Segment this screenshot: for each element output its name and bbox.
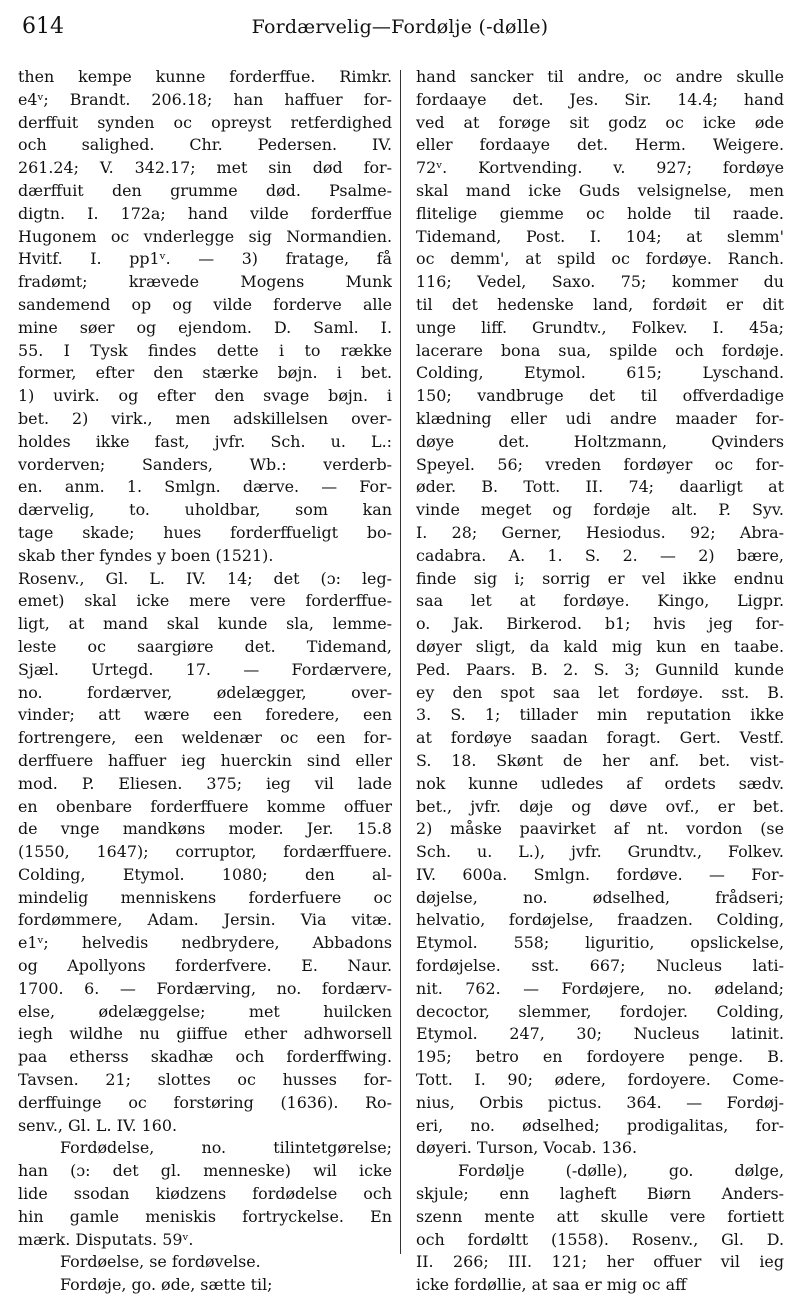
text-line: døjelse, no. ødselhed, frådseri; [416,887,784,907]
page-number: 614 [22,14,64,39]
text-line: dærvelig, to. uholdbar, som kan [18,500,392,520]
text-line: en. anm. 1. Smlgn. dærve. — For- [18,477,392,497]
text-line: lacerare bona sua, spilde och fordøje. [416,340,784,360]
text-line: nius, Orbis pictus. 364. — Fordøj- [416,1092,784,1112]
text-line: fordøjelse. sst. 667; Nucleus lati- [416,956,784,976]
text-line: Hvitf. I. pp1ᵛ. — 3) fratage, få [18,249,392,269]
text-line: derffuit synden oc opreyst retferdighed [18,112,392,132]
text-line: II. 266; III. 121; her offuer vil ieg [416,1252,784,1272]
text-line: I. 28; Gerner, Hesiodus. 92; Abra- [416,522,784,542]
text-line: Speyel. 56; vreden fordøyer oc for- [416,454,784,474]
running-head: Fordærvelig—Fordølje (-dølle) [251,16,549,38]
text-line: 3. S. 1; tillader min reputation ikke [416,705,784,725]
text-line: och fordøltt (1558). Rosenv., Gl. D. [416,1229,784,1249]
text-line: Rosenv., Gl. L. IV. 14; det (ɔ: leg- [18,568,392,588]
page-header [0,0,800,60]
text-line: S. 18. Skønt de her anf. bet. vist- [416,750,784,770]
text-line: Tott. I. 90; ødere, fordoyere. Come- [416,1070,784,1090]
text-line: nit. 762. — Fordøjere, no. ødeland; [416,978,784,998]
text-line: e4ᵛ; Brandt. 206.18; han haffuer for- [18,89,392,109]
text-line: cadabra. A. 1. S. 2. — 2) bære, [416,545,784,565]
text-line: iegh wildhe nu giiffue ether adhworsell [18,1024,392,1044]
text-line: mod. P. Eliesen. 375; ieg vil lade [18,773,392,793]
text-line: no. fordærver, ødelægger, over- [18,682,392,702]
text-line: ved at forøge sit godz oc icke øde [416,112,784,132]
text-line: bet., jvfr. døje og døve ovf., er bet. [416,796,784,816]
text-line: Hugonem oc vnderlegge sig Normandien. [18,226,392,246]
left-column [18,66,392,1297]
text-line: fordaaye det. Jes. Sir. 14.4; hand [416,89,784,109]
text-line: helvatio, fordøjelse, fraadzen. Colding, [416,910,784,930]
text-line: sandemend op og vilde forderve alle [18,294,392,314]
text-line: bet. 2) virk., men adskillelsen over- [18,408,392,428]
text-line: holdes ikke fast, jvfr. Sch. u. L.: [18,431,392,451]
text-line: Colding, Etymol. 1080; den al- [18,864,392,884]
text-line: former, efter den stærke bøjn. i bet. [18,363,392,383]
text-line: øder. B. Tott. II. 74; daarligt at [416,477,784,497]
text-line: dærffuit den grumme død. Psalme- [18,180,392,200]
text-line: Etymol. 558; liguritio, opslickelse, [416,933,784,953]
text-line: Fordøje, go. øde, sætte til; [60,1275,273,1295]
text-line: Colding, Etymol. 615; Lyschand. [416,363,784,383]
text-line: til det hedenske land, fordøit er dit [416,294,784,314]
text-line: at fordøye saadan foragt. Gert. Vestf. [416,728,784,748]
text-line: senv., Gl. L. IV. 160. [18,1115,178,1135]
text-line: mærk. Disputats. 59ᵛ. [18,1229,194,1249]
text-line: Sch. u. L.), jvfr. Grundtv., Folkev. [416,842,784,862]
text-line: eller fordaaye det. Herm. Weigere. [416,135,784,155]
text-line: leste oc saargiøre det. Tidemand, [18,636,392,656]
text-line: Tidemand, Post. I. 104; at slemm' [416,226,784,246]
text-line: vorderven; Sanders, Wb.: verderb- [18,454,392,474]
text-line: finde sig i; sorrig er vel ikke endnu [416,568,784,588]
text-line: de vnge mandkøns moder. Jer. 15.8 [18,819,392,839]
text-line: else, ødelæggelse; met huilcken [18,1001,392,1021]
text-line: døye det. Holtzmann, Qvinders [416,431,784,451]
text-line: mindelig menniskens forderfuere oc [18,887,392,907]
text-line: saa let at fordøye. Kingo, Ligpr. [416,591,784,611]
column-divider [400,70,401,1254]
text-line: en obenbare forderffuere komme offuer [18,796,392,816]
text-line: mine søer og ejendom. D. Saml. I. [18,317,392,337]
text-line: lide ssodan kiødzens fordødelse och [18,1184,392,1204]
text-line: 150; vandbruge det til offverdadige [416,386,784,406]
text-line: paa etherss skadhæ och forderffwing. [18,1047,392,1067]
text-line: unge liff. Grundtv., Folkev. I. 45a; [416,317,784,337]
text-line: skab ther fyndes y boen (1521). [18,545,274,565]
text-line: han (ɔ: det gl. menneske) wil icke [18,1161,392,1181]
text-line: og Apollyons forderfvere. E. Naur. [18,956,392,976]
text-line: klædning eller udi andre maader for- [416,408,784,428]
right-column [416,66,784,1297]
text-line: Fordøelse, se fordøvelse. [60,1252,261,1272]
text-line: och salighed. Chr. Pedersen. IV. [18,135,392,155]
text-line: o. Jak. Birkerod. b1; hvis jeg for- [416,614,784,634]
text-line: oc demm', at spild oc fordøye. Ranch. [416,249,784,269]
text-line: døyeri. Turson, Vocab. 136. [416,1138,638,1158]
text-line: 116; Vedel, Saxo. 75; kommer du [416,272,784,292]
text-line: eri, no. ødselhed; prodigalitas, for- [416,1115,784,1135]
text-line: nok kunne udledes af ordets sædv. [416,773,784,793]
text-line: then kempe kunne forderffue. Rimkr. [18,67,392,86]
text-line: 55. I Tysk findes dette i to række [18,340,392,360]
text-line: hand sancker til andre, oc andre skulle [416,67,784,86]
text-line: fradømt; krævede Mogens Munk [18,272,392,292]
text-line: Sjæl. Urtegd. 17. — Fordærvere, [18,659,392,679]
text-line: flitelige giemme oc holde til raade. [416,203,784,223]
text-line: emet) skal icke mere vere forderffue- [18,591,392,611]
text-line: skjule; enn lagheft Biørn Anders- [416,1184,784,1204]
text-line: skal mand icke Guds velsignelse, men [416,180,784,200]
text-line: ligt, at mand skal kunde sla, lemme- [18,614,392,634]
text-line: Fordødelse, no. tilintetgørelse; [60,1138,392,1158]
text-line: 1) uvirk. og efter den svage bøjn. i [18,386,392,406]
text-line: e1ᵛ; helvedis nedbrydere, Abbadons [18,933,392,953]
text-line: derffuere haffuer ieg huerckin sind eller [18,750,392,770]
text-line: Fordølje (-dølle), go. dølge, [458,1161,784,1181]
text-line: decoctor, slemmer, fordojer. Colding, [416,1001,784,1021]
text-line: hin gamle meniskis fortryckelse. En [18,1206,392,1226]
text-line: vinder; att wære een foredere, een [18,705,392,725]
text-line: Etymol. 247, 30; Nucleus latinit. [416,1024,784,1044]
text-line: 195; betro en fordoyere penge. B. [416,1047,784,1067]
text-line: icke fordøllie, at saa er mig oc aff [416,1275,687,1295]
text-line: ey den spot saa let fordøye. sst. B. [416,682,784,702]
text-line: 261.24; V. 342.17; met sin død for- [18,158,392,178]
text-line: 72ᵛ. Kortvending. v. 927; fordøye [416,158,784,178]
text-line: tage skade; hues forderffueligt bo- [18,522,392,542]
text-line: fordømmere, Adam. Jersin. Via vitæ. [18,910,392,930]
text-line: digtn. I. 172a; hand vilde forderffue [18,203,392,223]
text-line: Ped. Paars. B. 2. S. 3; Gunnild kunde [416,659,784,679]
text-line: fortrengere, een weldenær oc een for- [18,728,392,748]
text-line: 2) måske paavirket af nt. vordon (se [416,819,784,839]
text-line: derffuinge oc forstøring (1636). Ro- [18,1092,392,1112]
text-line: szenn mente att skulle vere fortiett [416,1206,784,1226]
text-line: 1700. 6. — Fordærving, no. fordærv- [18,978,392,998]
text-line: døyer sligt, da kald mig kun en taabe. [416,636,784,656]
text-line: IV. 600a. Smlgn. fordøve. — For- [416,864,784,884]
text-line: Tavsen. 21; slottes oc husses for- [18,1070,392,1090]
text-line: vinde meget og fordøje alt. P. Syv. [416,500,784,520]
text-line: (1550, 1647); corruptor, fordærffuere. [18,842,392,862]
